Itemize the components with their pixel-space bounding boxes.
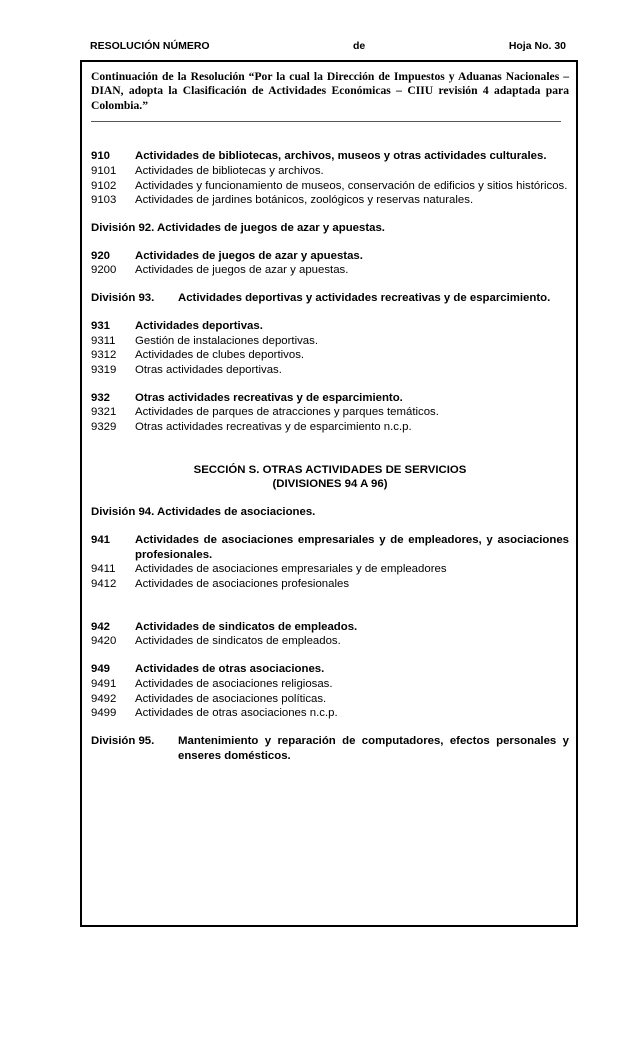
class-code: 9319 <box>91 363 117 376</box>
group-code: 941 <box>91 533 111 546</box>
division-92-heading: División 92. Actividades de juegos de azar y apuestas. <box>91 222 385 235</box>
group-code: 910 <box>91 150 111 163</box>
class-text: Actividades de asociaciones políticas. <box>135 692 327 705</box>
class-9329 <box>91 420 569 435</box>
date-label: de <box>353 40 366 52</box>
class-code: 9200 <box>91 264 117 277</box>
class-text: Otras actividades deportivas. <box>135 363 282 376</box>
section-s-subtitle: (DIVISIONES 94 A 96) <box>272 478 388 491</box>
page-number-label: Hoja No. 30 <box>508 40 566 52</box>
class-9499 <box>91 706 569 721</box>
division-94-heading: División 94. Actividades de asociaciones. <box>91 506 316 519</box>
class-9102 <box>91 179 569 194</box>
class-text: Otras actividades recreativas y de esparcimiento n.c.p. <box>135 421 412 434</box>
class-9311 <box>91 334 569 349</box>
class-text: Actividades de asociaciones religiosas. <box>135 677 333 690</box>
class-text: Actividades de parques de atracciones y parques temáticos. <box>135 406 439 419</box>
class-text: Actividades y funcionamiento de museos, conservación de edificios y sitios históricos. <box>135 179 568 192</box>
class-text: Gestión de instalaciones deportivas. <box>135 334 318 347</box>
division-title: Mantenimiento y reparación de computadores, efectos personales y enseres domésticos. <box>178 734 569 762</box>
group-title: Actividades de bibliotecas, archivos, museos y otras actividades culturales. <box>135 150 547 163</box>
class-code: 9412 <box>91 577 117 590</box>
class-code: 9321 <box>91 406 117 419</box>
resolution-number-label: RESOLUCIÓN NÚMERO <box>90 40 210 52</box>
class-9103 <box>91 193 569 208</box>
class-text: Actividades de asociaciones profesionales <box>135 577 350 590</box>
class-9420 <box>91 634 569 649</box>
group-931 <box>91 319 569 334</box>
group-910 <box>91 149 569 164</box>
group-932 <box>91 391 569 406</box>
class-text: Actividades de juegos de azar y apuestas. <box>135 264 349 277</box>
class-text: Actividades de otras asociaciones n.c.p. <box>135 707 338 720</box>
class-code: 9102 <box>91 179 117 192</box>
document-body <box>91 70 569 763</box>
class-code: 9329 <box>91 421 117 434</box>
class-9411 <box>91 562 569 577</box>
class-code: 9491 <box>91 677 117 690</box>
class-9312 <box>91 348 569 363</box>
class-code: 9420 <box>91 635 117 648</box>
division-label: División 95. <box>91 734 155 747</box>
group-title: Actividades de sindicatos de empleados. <box>135 620 358 633</box>
division-title: Actividades deportivas y actividades recreativas y de esparcimiento. <box>178 292 551 305</box>
division-label: División 93. <box>91 292 155 305</box>
division-93-heading <box>91 291 569 306</box>
group-title: Actividades de juegos de azar y apuestas. <box>135 249 363 262</box>
class-9101 <box>91 164 569 179</box>
class-text: Actividades de jardines botánicos, zoológicos y reservas naturales. <box>135 194 474 207</box>
class-text: Actividades de asociaciones empresariales y de empleadores <box>135 563 447 576</box>
group-code: 931 <box>91 319 111 332</box>
class-9319 <box>91 363 569 378</box>
class-9412 <box>91 577 569 592</box>
class-code: 9311 <box>91 334 116 347</box>
group-title: Actividades deportivas. <box>135 319 263 332</box>
class-code: 9411 <box>91 563 116 576</box>
class-text: Actividades de sindicatos de empleados. <box>135 635 341 648</box>
group-title: Otras actividades recreativas y de esparcimiento. <box>135 391 403 404</box>
class-text: Actividades de clubes deportivos. <box>135 349 305 362</box>
class-code: 9312 <box>91 349 117 362</box>
group-title: Actividades de otras asociaciones. <box>135 663 325 676</box>
group-920 <box>91 249 569 264</box>
class-text: Actividades de bibliotecas y archivos. <box>135 164 324 177</box>
group-code: 942 <box>91 620 111 633</box>
group-code: 920 <box>91 249 111 262</box>
class-code: 9499 <box>91 707 117 720</box>
group-942 <box>91 620 569 635</box>
continuation-intro: Continuación de la Resolución “Por la cual la Dirección de Impuestos y Aduanas Nacionales – DIAN, adopta la Clasificación de Actividades Económicas – CIIU revisión 4 adaptada para Colombia.” <box>91 70 569 112</box>
class-code: 9101 <box>91 164 117 177</box>
class-code: 9103 <box>91 194 117 207</box>
class-9321 <box>91 405 569 420</box>
group-941 <box>91 533 569 562</box>
group-code: 949 <box>91 663 111 676</box>
page-header <box>90 40 566 56</box>
division-95-heading <box>91 734 569 763</box>
class-9200 <box>91 263 569 278</box>
group-949 <box>91 662 569 677</box>
class-9492 <box>91 692 569 707</box>
group-title: Actividades de asociaciones empresariales y de empleadores, y asociaciones profesionales. <box>135 533 569 561</box>
group-code: 932 <box>91 391 111 404</box>
class-code: 9492 <box>91 692 117 705</box>
class-9491 <box>91 677 569 692</box>
section-s-title: SECCIÓN S. OTRAS ACTIVIDADES DE SERVICIOS <box>193 463 467 476</box>
